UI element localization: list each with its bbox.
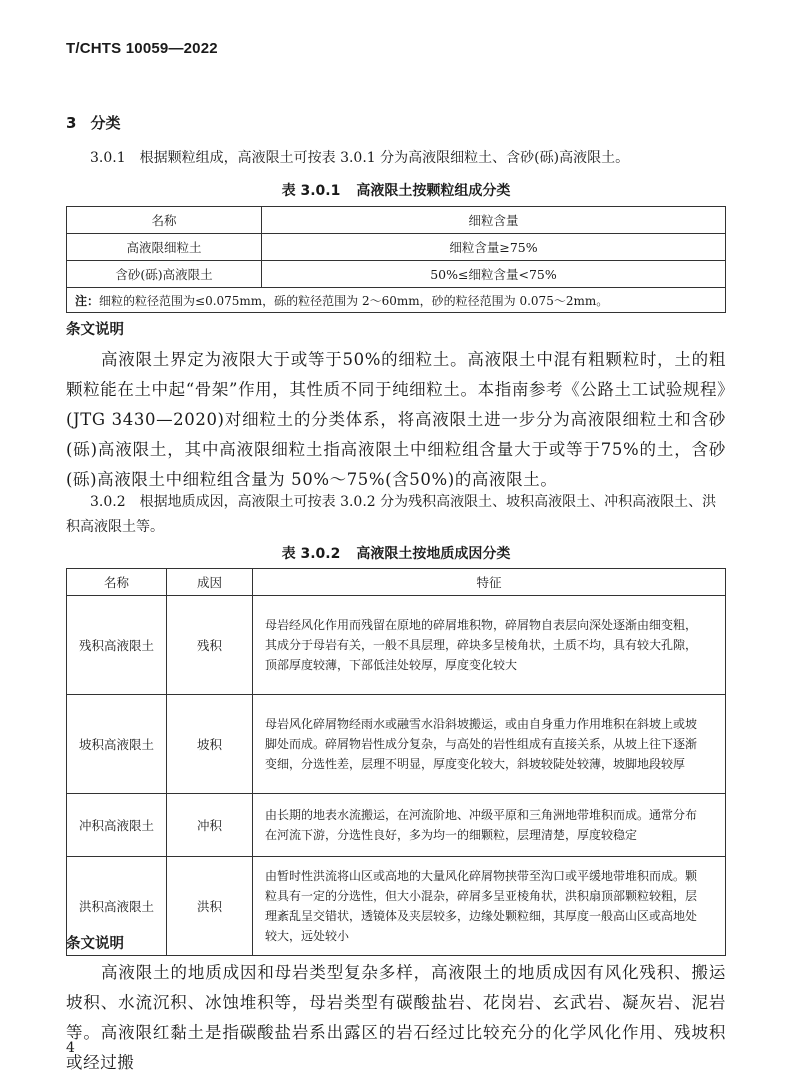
table-cell: 细粒含量≥75% [262,234,726,261]
table-note-label: 注： [75,293,100,308]
table-header-row [67,569,726,596]
table-header-cell: 成因 [167,569,253,596]
explanation-paragraph: 高液限土的地质成因和母岩类型复杂多样，高液限土的地质成因有风化残积、搬运坡积、水流沉积、冰蚀堆积等，母岩类型有碳酸盐岩、花岗岩、玄武岩、凝灰岩、泥岩等。高液限红黏土是指碳酸盐岩系出露区的岩石经过比较充分的化学风化作用、残坡积或经过搬 [66,963,726,1072]
table-row [67,695,726,794]
table-cell: 50%≤细粒含量<75% [262,261,726,288]
section-number: 3 [66,114,77,132]
table-cell-feature: 母岩风化碎屑物经雨水或融雪水沿斜坡搬运，或由自身重力作用堆积在斜坡上或坡脚处而成。碎屑物岩性成分复杂，与高处的岩性组成有直接关系，从坡上往下逐渐变细，分选性差，层理不明显，厚度变化较大，斜坡较陡处较薄，坡脚地段较厚 [253,695,726,794]
table-note-text: 细粒的粒径范围为≤0.075mm，砾的粒径范围为 2～60mm，砂的粒径范围为 0.075～2mm。 [99,293,609,308]
table-row [67,261,726,288]
table-cell-feature: 由暂时性洪流将山区或高地的大量风化碎屑物挟带至沟口或平缓地带堆积而成。颗粒具有一定的分选性，但大小混杂，碎屑多呈亚棱角状，洪积扇顶部颗粒较粗，层理紊乱呈交错状，透镜体及夹层较多，边缘处颗粒细，其厚度一般高山区或高地处较大，远处较小 [253,857,726,956]
table-cell-name: 冲积高液限土 [67,794,167,857]
table-row [67,596,726,695]
explanation-paragraph: 高液限土界定为液限大于或等于50%的细粒土。高液限土中混有粗颗粒时，土的粗颗粒能在土中起“骨架”作用，其性质不同于纯细粒土。本指南参考《公路土工试验规程》(JTG 3430—2020)对细粒土的分类体系，将高液限土进一步分为高液限细粒土和含砂(砾)高液限土，其中高液限细粒土指高液限土中细粒组含量大于或等于75%的土，含砂(砾)高液限土中细粒组含量为 50%～75%(含50%)的高液限土。 [66,350,726,489]
table-header-cell: 名称 [67,207,262,234]
table2-caption-number: 表 3.0.2 [281,546,341,562]
table-row [67,794,726,857]
explanation-heading: 条文说明 [66,322,124,338]
table-particle-composition [66,206,726,313]
table2-caption [66,543,726,563]
table-row [67,857,726,956]
table-note-row [67,288,726,313]
table-cell-name: 坡积高液限土 [67,695,167,794]
table-cell-feature: 母岩经风化作用而残留在原地的碎屑堆积物，碎屑物自表层向深处逐渐由细变粗，其成分于母岩有关，一般不具层理，碎块多呈棱角状，土质不均，具有较大孔隙，顶部厚度较薄，下部低洼处较厚，厚度变化较大 [253,596,726,695]
clause-3-0-1: 3.0.1 根据颗粒组成，高液限土可按表 3.0.1 分为高液限细粒土、含砂(砾)高液限土。 [90,150,630,166]
explanation-heading: 条文说明 [66,936,124,952]
table-cell: 高液限细粒土 [67,234,262,261]
table-cell-feature: 由长期的地表水流搬运，在河流阶地、冲级平原和三角洲地带堆积而成。通常分布在河流下游，分选性良好，多为均一的细颗粒，层理清楚，厚度较稳定 [253,794,726,857]
table-row [67,234,726,261]
table-cell-origin: 残积 [167,596,253,695]
table1-caption-number: 表 3.0.1 [281,183,341,199]
table1-caption-title: 高液限土按颗粒组成分类 [356,183,511,199]
table-cell-origin: 洪积 [167,857,253,956]
table-header-row [67,207,726,234]
table-geological-origin [66,568,726,956]
document-code: T/CHTS 10059—2022 [66,40,218,57]
table-header-cell: 细粒含量 [262,207,726,234]
section-title: 分类 [90,114,121,132]
table2-caption-title: 高液限土按地质成因分类 [356,546,511,562]
section-heading [66,112,120,133]
table-header-cell: 特征 [253,569,726,596]
table-cell-origin: 坡积 [167,695,253,794]
table-header-cell: 名称 [67,569,167,596]
table-note [67,288,726,313]
table-cell-name: 洪积高液限土 [67,857,167,956]
table1-caption [66,180,726,200]
table-cell: 含砂(砾)高液限土 [67,261,262,288]
page-number: 4 [66,1040,75,1056]
table-cell-name: 残积高液限土 [67,596,167,695]
clause-3-0-2: 3.0.2 根据地质成因，高液限土可按表 3.0.2 分为残积高液限土、坡积高液限土、冲积高液限土、洪积高液限土等。 [66,494,717,535]
table-cell-origin: 冲积 [167,794,253,857]
